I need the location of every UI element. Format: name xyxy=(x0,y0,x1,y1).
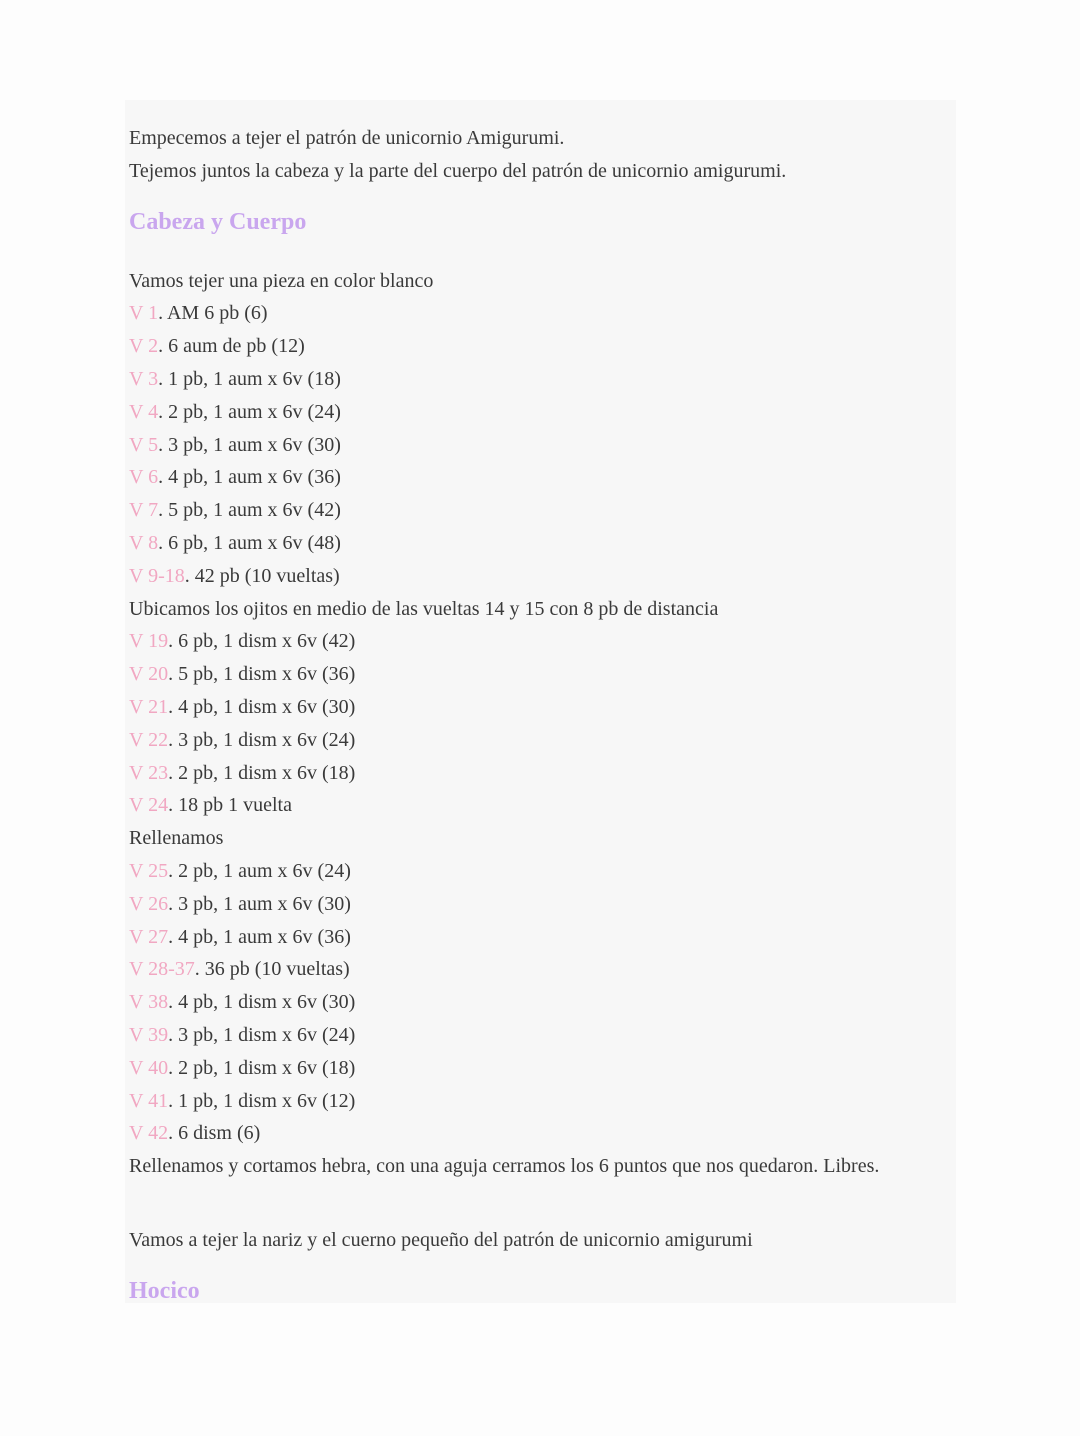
pattern-row xyxy=(129,461,946,494)
round-text: . 1 pb, 1 aum x 6v (18) xyxy=(158,367,341,390)
round-text: . 2 pb, 1 dism x 6v (18) xyxy=(168,1056,356,1079)
pattern-row xyxy=(129,986,946,1019)
round-label: V 38 xyxy=(129,991,169,1014)
pattern-row xyxy=(129,396,946,429)
round-label: V 1 xyxy=(129,302,159,325)
pattern-row xyxy=(129,330,946,363)
pattern-row xyxy=(129,1019,946,1052)
round-label: V 41 xyxy=(129,1089,169,1112)
pattern-row xyxy=(129,363,946,396)
round-label: V 25 xyxy=(129,859,169,882)
round-text: . 5 pb, 1 dism x 6v (36) xyxy=(168,663,356,686)
round-text: . 6 aum de pb (12) xyxy=(158,335,305,358)
round-label: V 28-37 xyxy=(129,958,195,981)
round-text: . 2 pb, 1 dism x 6v (18) xyxy=(168,761,356,784)
pattern-row xyxy=(129,429,946,462)
intro-line: Empecemos a tejer el patrón de unicornio Amigurumi. xyxy=(129,127,565,149)
round-text: . 42 pb (10 vueltas) xyxy=(184,564,340,587)
round-text: . 4 pb, 1 aum x 6v (36) xyxy=(168,925,351,948)
pattern-row xyxy=(129,658,946,691)
pattern-row xyxy=(129,724,946,757)
pattern-row xyxy=(129,921,946,954)
round-text: . 6 pb, 1 aum x 6v (48) xyxy=(158,531,341,554)
section-heading-hocico: Hocico xyxy=(129,1277,200,1303)
pattern-row xyxy=(129,297,946,330)
article-card xyxy=(125,100,956,1303)
pattern-row xyxy=(129,1085,946,1118)
pattern-row xyxy=(129,494,946,527)
round-label: V 26 xyxy=(129,892,169,915)
pattern-row xyxy=(129,625,946,658)
intro-line: Tejemos juntos la cabeza y la parte del cuerpo del patrón de unicornio amigurumi. xyxy=(129,159,787,182)
pattern-row xyxy=(129,789,946,822)
round-text: . 5 pb, 1 aum x 6v (42) xyxy=(158,499,341,522)
pattern-note: Rellenamos xyxy=(129,827,224,850)
round-label: V 20 xyxy=(129,663,169,686)
pattern-row xyxy=(129,527,946,560)
round-label: V 5 xyxy=(129,433,159,456)
round-text: . 2 pb, 1 aum x 6v (24) xyxy=(168,859,351,882)
section-heading-cabeza-y-cuerpo: Cabeza y Cuerpo xyxy=(129,208,307,235)
round-text: . 4 pb, 1 dism x 6v (30) xyxy=(168,695,356,718)
round-label: V 6 xyxy=(129,466,159,489)
pattern-note: Ubicamos los ojitos en medio de las vueltas 14 y 15 con 8 pb de distancia xyxy=(129,597,719,620)
round-text: . 6 pb, 1 dism x 6v (42) xyxy=(168,630,356,653)
round-label: V 40 xyxy=(129,1056,169,1079)
round-text: . 18 pb 1 vuelta xyxy=(168,794,292,817)
round-label: V 24 xyxy=(129,794,169,817)
round-text: . 4 pb, 1 aum x 6v (36) xyxy=(158,466,341,489)
pattern-row xyxy=(129,691,946,724)
round-label: V 2 xyxy=(129,335,159,358)
round-label: V 3 xyxy=(129,367,159,390)
round-label: V 42 xyxy=(129,1122,169,1145)
round-text: . 3 pb, 1 aum x 6v (30) xyxy=(158,433,341,456)
round-label: V 9-18 xyxy=(129,564,185,587)
round-label: V 39 xyxy=(129,1023,169,1046)
pattern-row xyxy=(129,953,946,986)
pattern-lead: Vamos tejer una pieza en color blanco xyxy=(129,269,434,292)
bridge-paragraph: Vamos a tejer la nariz y el cuerno pequeño del patrón de unicornio amigurumi xyxy=(129,1228,753,1251)
pattern-row xyxy=(129,1117,946,1150)
pattern-row xyxy=(129,560,946,593)
round-text: . 2 pb, 1 aum x 6v (24) xyxy=(158,400,341,423)
round-label: V 23 xyxy=(129,761,169,784)
round-label: V 22 xyxy=(129,728,169,751)
round-text: . 3 pb, 1 dism x 6v (24) xyxy=(168,728,356,751)
round-text: . AM 6 pb (6) xyxy=(158,302,268,325)
round-label: V 19 xyxy=(129,630,169,653)
round-text: . 6 dism (6) xyxy=(168,1122,261,1145)
round-text: . 4 pb, 1 dism x 6v (30) xyxy=(168,991,356,1014)
pattern-row xyxy=(129,1052,946,1085)
pattern-row xyxy=(129,888,946,921)
round-text: . 1 pb, 1 dism x 6v (12) xyxy=(168,1089,356,1112)
round-label: V 27 xyxy=(129,925,169,948)
pattern-note: Rellenamos y cortamos hebra, con una aguja cerramos los 6 puntos que nos quedaron. Libres. xyxy=(129,1155,880,1178)
round-label: V 7 xyxy=(129,499,159,522)
pattern-row xyxy=(129,757,946,790)
pattern-row xyxy=(129,855,946,888)
round-text: . 36 pb (10 vueltas) xyxy=(194,958,350,981)
round-text: . 3 pb, 1 aum x 6v (30) xyxy=(168,892,351,915)
round-label: V 4 xyxy=(129,400,159,423)
round-label: V 21 xyxy=(129,695,169,718)
round-label: V 8 xyxy=(129,531,159,554)
round-text: . 3 pb, 1 dism x 6v (24) xyxy=(168,1023,356,1046)
article-content xyxy=(129,122,946,1303)
